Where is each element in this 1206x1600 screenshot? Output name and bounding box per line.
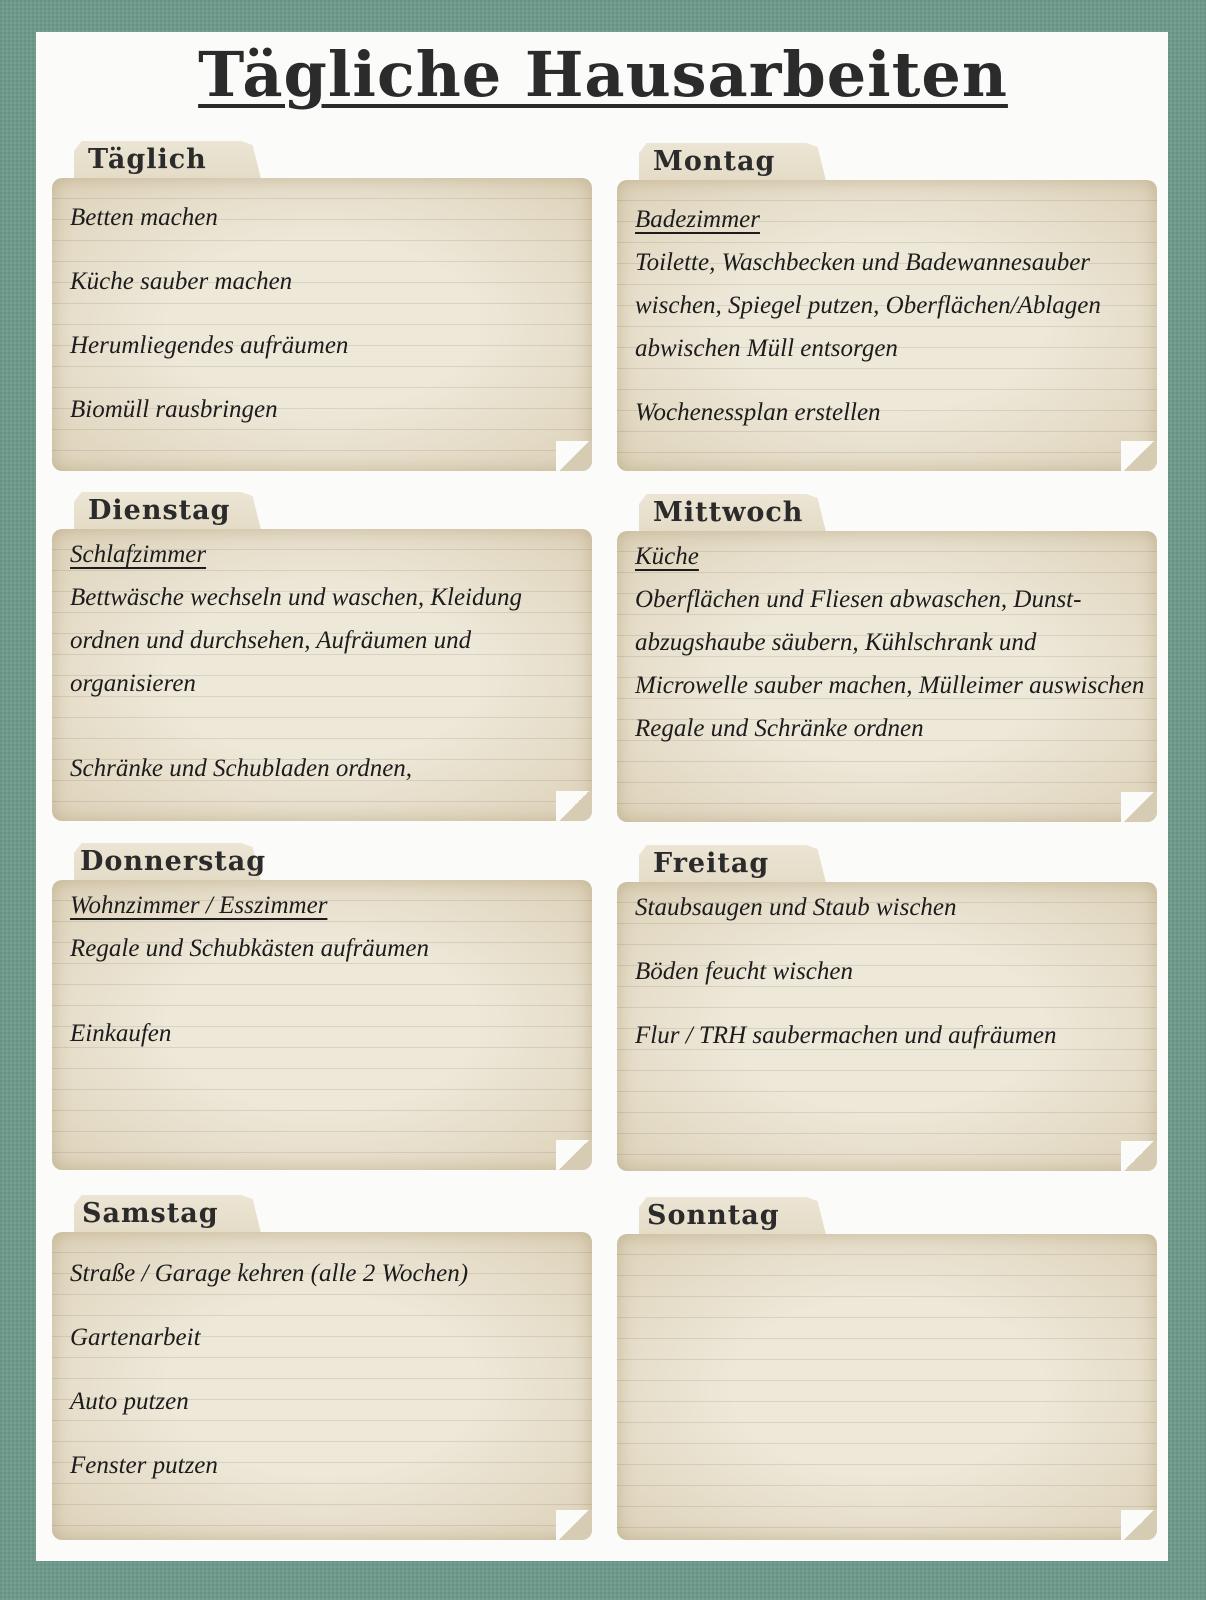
page-curl (556, 441, 592, 471)
card-body (617, 882, 1157, 1171)
task-item: Flur / TRH saubermachen und aufräumen (635, 1022, 1057, 1049)
task-item: Auto putzen (70, 1388, 189, 1415)
card-label: Samstag (82, 1198, 219, 1229)
task-heading: Küche (635, 543, 699, 570)
card-body (617, 180, 1157, 471)
card-label: Freitag (653, 848, 770, 879)
card-label: Montag (653, 146, 776, 177)
card-label: Täglich (88, 144, 207, 175)
task-item: Böden feucht wischen (635, 958, 853, 985)
card-body (52, 529, 592, 821)
page-curl (1121, 1141, 1157, 1171)
task-item: Staubsaugen und Staub wischen (635, 894, 957, 921)
task-item: Wochenessplan erstellen (635, 399, 881, 426)
task-item: Regale und Schubkästen aufräumen (70, 935, 429, 962)
task-item: Einkaufen (70, 1020, 172, 1047)
card-body (52, 178, 592, 471)
task-item: Regale und Schränke ordnen (635, 715, 924, 742)
task-item: Fenster putzen (70, 1452, 218, 1479)
task-heading: Schlafzimmer (70, 541, 207, 568)
task-item: Biomüll rausbringen (70, 396, 278, 423)
page-curl (556, 791, 592, 821)
page-curl (1121, 1510, 1157, 1540)
task-item: Betten machen (70, 204, 218, 231)
card-body (617, 1234, 1157, 1540)
task-item: Bettwäsche wechseln und waschen, Kleidung ordnen und durchsehen, Aufräumen und organisieren (70, 584, 523, 697)
card-label: Donnerstag (80, 846, 267, 877)
task-item: Schränke und Schubladen ordnen, (70, 755, 413, 782)
page-curl (1121, 441, 1157, 471)
task-item: Herumliegendes aufräumen (70, 332, 349, 359)
page-curl (556, 1140, 592, 1170)
page-curl (1121, 792, 1157, 822)
card-label: Mittwoch (653, 497, 804, 528)
card-body (52, 880, 592, 1170)
task-item: Toilette, Waschbecken und Badewannesauber wischen, Spiegel putzen, Oberflächen/Ablagen abwischen Müll entsorgen (635, 249, 1101, 362)
card-body (617, 531, 1157, 822)
task-heading: Wohnzimmer / Esszimmer (70, 892, 328, 919)
card-body (52, 1232, 592, 1540)
task-item: Küche sauber machen (70, 268, 293, 295)
card-label: Dienstag (88, 495, 231, 526)
task-item: Straße / Garage kehren (alle 2 Wochen) (70, 1260, 469, 1287)
page-curl (556, 1510, 592, 1540)
task-item: Gartenarbeit (70, 1324, 201, 1351)
card-label: Sonntag (647, 1200, 780, 1231)
page-title: Tägliche Hausarbeiten (198, 38, 1008, 111)
task-item: Oberflächen und Fliesen abwaschen, Dunst-abzugshaube säubern, Kühlschrank und Microwelle sauber machen, Mülleimer auswischen (635, 586, 1145, 699)
task-heading: Badezimmer (635, 206, 760, 233)
